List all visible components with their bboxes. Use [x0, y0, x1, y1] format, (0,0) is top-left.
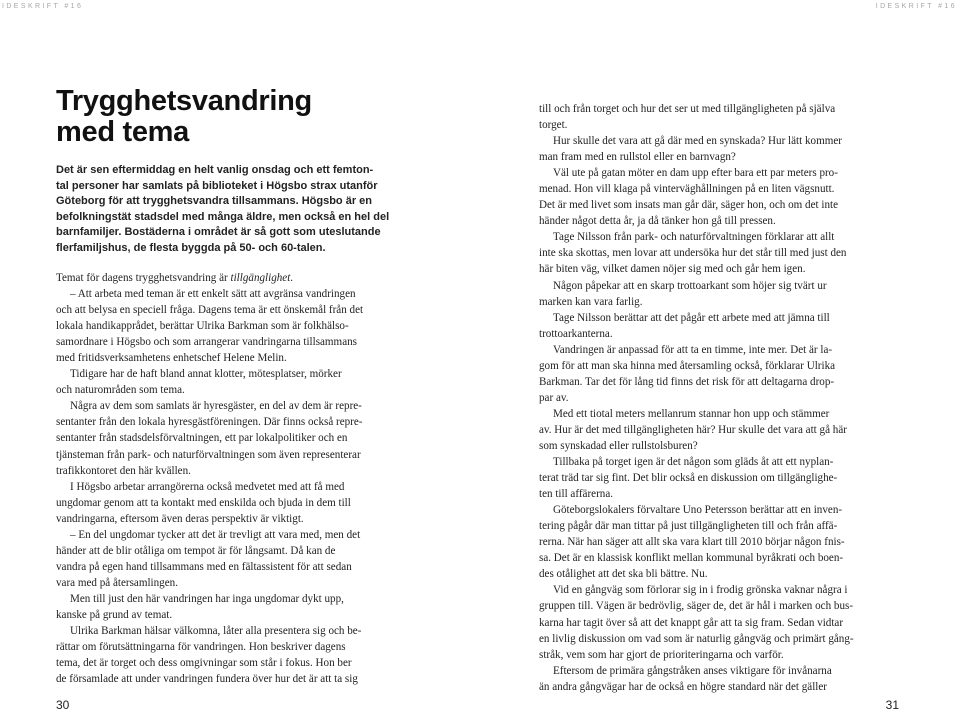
body-line: tering pågår där man tittar på just tillgängligheten till och från affä- — [539, 520, 838, 533]
body-line: Väl ute på gatan möter en dam upp efter bara ett par meters pro- — [553, 167, 838, 180]
body-line: inte ska skottas, men lovar att undersöka hur det står till med just den — [539, 247, 847, 260]
body-line: karna har tagit över så att det knappt går att ta sig fram. Sedan vidtar — [539, 616, 844, 629]
body-line: vara med på återsamlingen. — [56, 576, 178, 589]
body-line: sentanter från den lokala hyresgästföreningen. Där finns också repre- — [56, 416, 363, 429]
body-line: – Att arbeta med teman är ett enkelt sätt att avgränsa vandringen — [70, 288, 356, 301]
body-line: Det är med livet som insats man går där, säger hon, och om det inte — [539, 199, 839, 212]
body-line: Vid en gångväg som förlorar sig in i frodig grönska vaknar några i — [553, 584, 848, 597]
emphasized-term: tillgänglighet — [230, 272, 291, 284]
body-line: de församlade att under vandringen fundera över hur det är att ta sig — [56, 673, 358, 686]
body-line: des otålighet att det ska bli bättre. Nu. — [539, 568, 708, 581]
lede-line: tal personer har samlats på biblioteket i Högsbo strax utanför — [56, 179, 378, 192]
body-line: Tage Nilsson berättar att det pågår ett arbete med att jämna till — [553, 311, 830, 324]
body-line: Hur skulle det vara att gå där med en synskada? Hur lätt kommer — [553, 135, 842, 148]
body-line: stråk, vem som har gjort de prioriteringarna och varför. — [539, 648, 784, 661]
body-line: terat träd tar sig fint. Det blir också en diskussion om tillgänglighe- — [539, 472, 838, 485]
body-line: par av. — [539, 391, 569, 404]
body-line: Eftersom de primära gångstråken anses viktigare för invånarna — [553, 664, 832, 677]
body-line: än andra gångvägar har de också en högre standard när det gäller — [539, 680, 827, 693]
body-line — [56, 270, 416, 286]
body-line: vandra på egen hand tillsammans med en fältassistent för att sedan — [56, 560, 352, 573]
body-line: Men till just den här vandringen har inga ungdomar dykt upp, — [70, 592, 344, 605]
body-line: I Högsbo arbetar arrangörerna också medvetet med att få med — [70, 480, 345, 493]
body-line: och att belysa en speciell fråga. Dagens tema är ett önskemål från det — [56, 304, 364, 317]
body-line: lokala handikapprådet, berättar Ulrika Barkman som är folkhälso- — [56, 320, 349, 333]
body-line: rättar om förutsättningarna för vandringen. Hon beskriver dagens — [56, 641, 346, 654]
body-line: Med ett tiotal meters mellanrum stannar hon upp och stämmer — [553, 407, 830, 420]
body-line: vandringarna, eftersom även deras perspektiv är viktigt. — [56, 512, 304, 525]
body-line: och naturområden som tema. — [56, 384, 185, 397]
body-line: händer något detta år, ja då tänker hon gå till pressen. — [539, 215, 776, 228]
body-column-right — [539, 101, 899, 695]
article-lede — [56, 163, 426, 256]
running-header-right: IDESKRIFT #16 — [875, 3, 957, 10]
body-line: Tillbaka på torget igen är det någon som gläds åt att ett nyplan- — [553, 456, 834, 469]
body-line: ten till affärerna. — [539, 488, 614, 501]
body-column-left — [56, 270, 416, 687]
body-line: Tage Nilsson från park- och naturförvaltningen förklarar att allt — [553, 231, 835, 244]
title-line: Trygghetsvandring — [56, 85, 312, 117]
body-line: Ulrika Barkman hälsar välkomna, låter alla presentera sig och be- — [70, 625, 362, 638]
body-line: Göteborgslokalers förvaltare Uno Petersson berättar att en inven- — [553, 504, 843, 517]
body-text: Temat för dagens trygghetsvandring är — [56, 272, 231, 284]
body-line: Några av dem som samlats är hyresgäster, en del av dem är repre- — [70, 400, 362, 413]
body-line: gom för att man ska hinna med återsamling också, förklarar Ulrika — [539, 359, 836, 372]
body-line: torget. — [539, 119, 568, 132]
body-line: en livlig diskussion om vad som är naturlig gångväg och primärt gång- — [539, 632, 854, 645]
body-line: sa. Det är en klassisk konflikt mellan kommunal byråkrati och boen- — [539, 552, 844, 565]
body-line: här biten väg, vilket damen nöjer sig med och går hem igen. — [539, 263, 806, 276]
body-line: rerna. När han säger att allt ska vara klart till 2010 börjar någon fnis- — [539, 536, 845, 549]
body-line: trottoarkanterna. — [539, 327, 613, 340]
page-number-right: 31 — [885, 698, 899, 712]
body-line: tema, det är torget och dess omgivningar som står i fokus. Hon ber — [56, 657, 352, 670]
lede-line: barnfamiljer. Bostäderna i området är så gott som uteslutande — [56, 226, 381, 238]
title-line: med tema — [56, 116, 189, 148]
body-line: Vandringen är anpassad för att ta en timme, inte mer. Det är la- — [553, 343, 833, 356]
body-line: menad. Hon vill klaga på vinterväghållningen på en liten vägsnutt. — [539, 183, 835, 196]
body-line: tjänsteman från park- och naturförvaltningen som även representerar — [56, 448, 361, 461]
body-line: sentanter från stadsdelsförvaltningen, ett par lokalpolitiker och en — [56, 432, 348, 445]
article-title — [56, 86, 436, 148]
lede-line: Det är sen eftermiddag en helt vanlig onsdag och ett femton- — [56, 164, 374, 176]
body-line: kanske på grund av temat. — [56, 608, 173, 621]
body-line: marken kan vara farlig. — [539, 295, 643, 308]
body-line: av. Hur är det med tillgängligheten här? Hur skulle det vara att gå här — [539, 423, 847, 436]
body-line: Någon påpekar att en skarp trottoarkant som höjer sig tvärt ur — [553, 279, 827, 292]
lede-line: flerfamiljshus, de flesta byggda på 50- och 60-talen. — [56, 241, 326, 254]
running-header-left: IDESKRIFT #16 — [2, 3, 84, 10]
body-line: trafikkontoret den här kvällen. — [56, 464, 191, 477]
body-line: samordnare i Högsbo och som arrangerar vandringarna tillsammans — [56, 336, 357, 349]
body-line: till och från torget och hur det ser ut med tillgängligheten på själva — [539, 103, 836, 115]
page-number-left: 30 — [56, 698, 70, 712]
body-line: Tidigare har de haft bland annat klotter, mötesplatser, mörker — [70, 368, 342, 381]
body-line: man fram med en rullstol eller en barnvagn? — [539, 151, 736, 164]
body-line: gruppen till. Vägen är bedrövlig, säger de, det är hål i marken och bus- — [539, 600, 854, 613]
body-line: ungdomar genom att ta kontakt med enskilda och bjuda in dem till — [56, 496, 351, 509]
body-line: som synskadad eller rullstolsburen? — [539, 439, 698, 452]
lede-line: befolkningstät stadsdel med många äldre, men också en hel del — [56, 210, 390, 223]
body-text: . — [290, 272, 294, 284]
body-line: med fritidsverksamhetens enhetschef Helene Melin. — [56, 352, 287, 365]
lede-line: Göteborg för att trygghetsvandra tillsammans. Högsbo är en — [56, 195, 372, 207]
body-line: – En del ungdomar tycker att det är trevligt att vara med, men det — [70, 528, 361, 541]
body-line: Barkman. Tar det för lång tid finns det risk för att deltagarna drop- — [539, 375, 835, 388]
body-line: händer att de blir otåliga om tempot är för långsamt. Då kan de — [56, 544, 336, 557]
